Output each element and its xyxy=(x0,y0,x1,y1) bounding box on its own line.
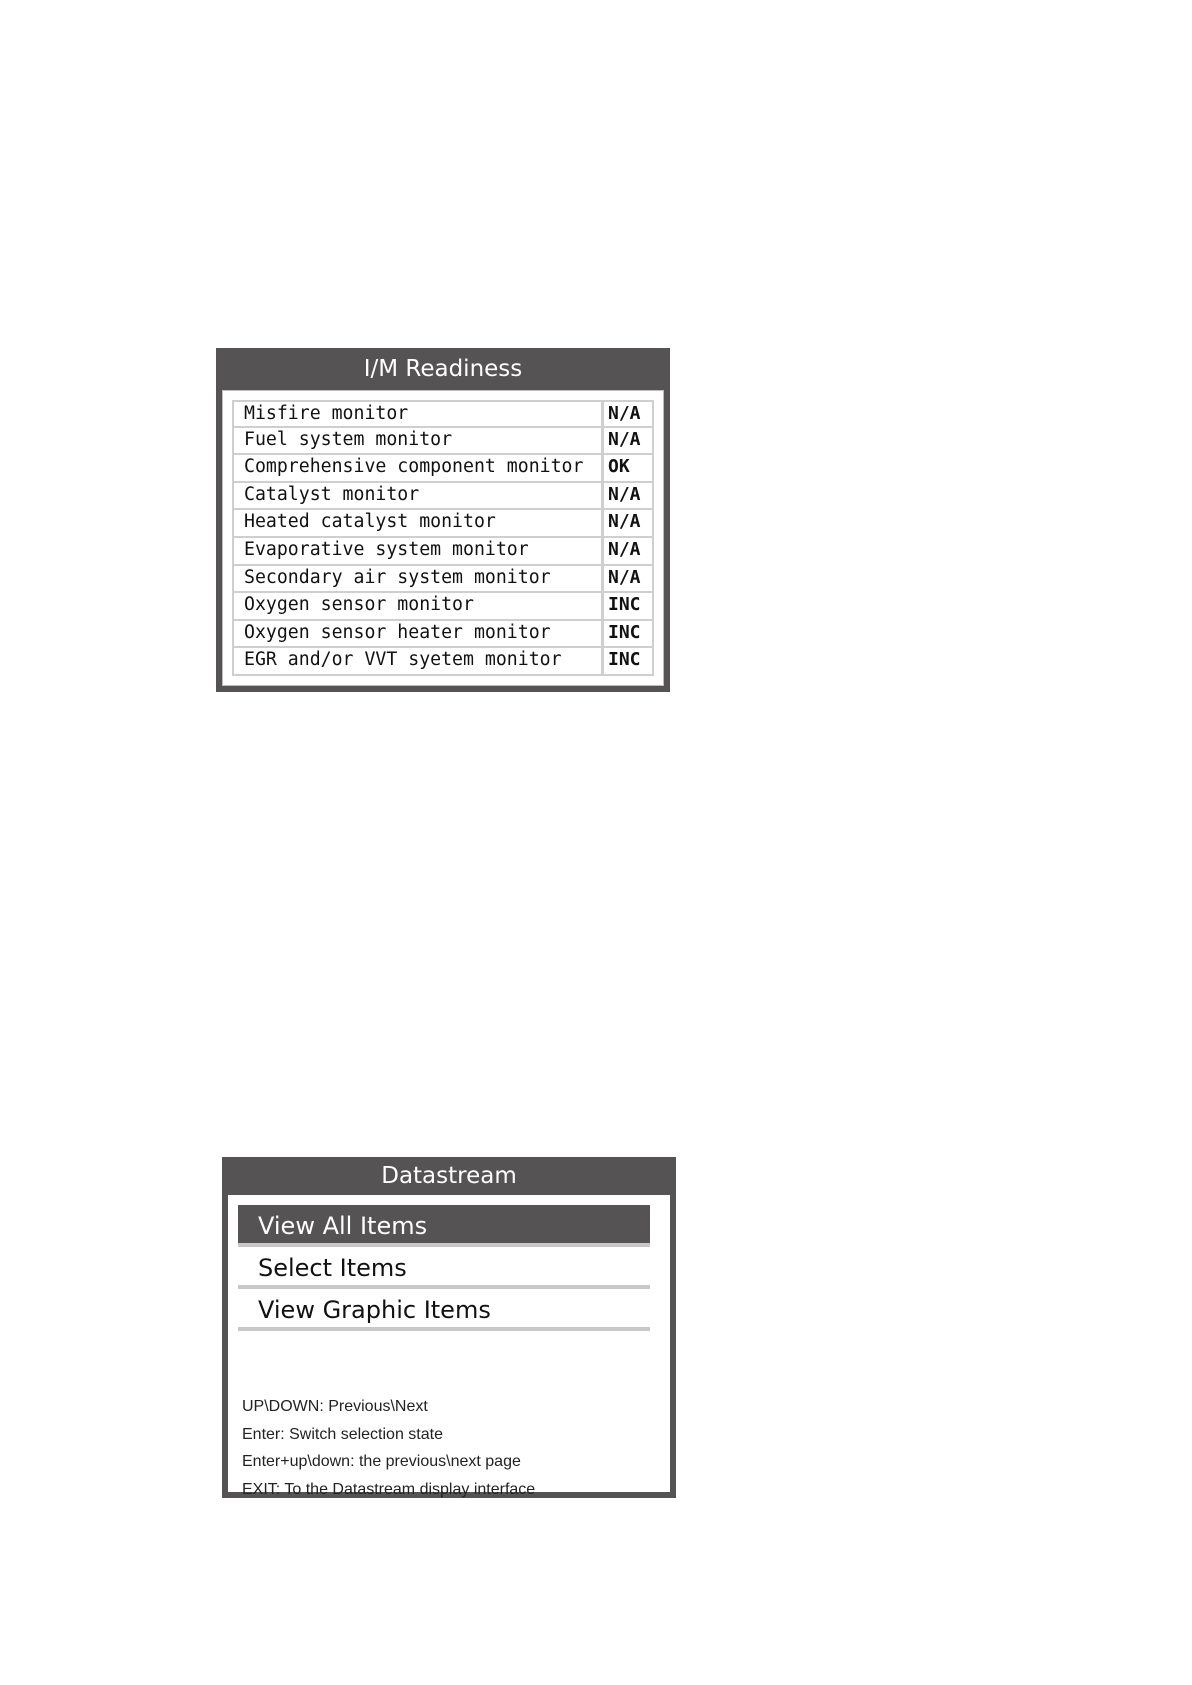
table-row xyxy=(232,566,654,594)
table-row xyxy=(232,455,654,483)
monitor-name: Oxygen sensor monitor xyxy=(232,593,604,621)
im-readiness-table xyxy=(232,400,654,676)
monitor-status: INC xyxy=(604,593,654,621)
table-row xyxy=(232,400,654,428)
table-row xyxy=(232,593,654,621)
help-line: Enter+up\down: the previous\next page xyxy=(242,1453,521,1470)
table-row xyxy=(232,621,654,649)
monitor-name: Evaporative system monitor xyxy=(232,538,604,566)
table-row xyxy=(232,648,654,676)
monitor-status: N/A xyxy=(604,538,654,566)
monitor-status: N/A xyxy=(604,566,654,594)
menu-item-view-all-items[interactable]: View All Items xyxy=(238,1205,650,1247)
help-line: UP\DOWN: Previous\Next xyxy=(242,1398,428,1415)
monitor-name: Misfire monitor xyxy=(232,400,604,428)
monitor-status: N/A xyxy=(604,400,654,428)
im-readiness-screen xyxy=(216,348,670,692)
monitor-status: N/A xyxy=(604,428,654,456)
help-line: Enter: Switch selection state xyxy=(242,1425,443,1443)
datastream-help-text xyxy=(242,1393,662,1503)
menu-item-view-graphic-items[interactable]: View Graphic Items xyxy=(238,1289,650,1331)
table-row xyxy=(232,538,654,566)
monitor-name: Comprehensive component monitor xyxy=(232,455,604,483)
monitor-name: Fuel system monitor xyxy=(232,428,604,456)
im-readiness-title: I/M Readiness xyxy=(363,356,523,382)
datastream-title: Datastream xyxy=(381,1163,517,1189)
monitor-name: Secondary air system monitor xyxy=(232,566,604,594)
help-line: EXIT: To the Datastream display interface xyxy=(242,1480,536,1498)
monitor-name: Heated catalyst monitor xyxy=(232,510,604,538)
menu-item-select-items[interactable]: Select Items xyxy=(238,1247,650,1289)
monitor-status: OK xyxy=(604,455,654,483)
im-readiness-body xyxy=(222,390,664,686)
monitor-name: Catalyst monitor xyxy=(232,483,604,511)
datastream-menu xyxy=(238,1205,650,1331)
table-row xyxy=(232,428,654,456)
datastream-body xyxy=(228,1195,670,1498)
table-row xyxy=(232,510,654,538)
monitor-status: INC xyxy=(604,648,654,676)
datastream-screen xyxy=(222,1157,676,1498)
monitor-name: EGR and/or VVT syetem monitor xyxy=(232,648,604,676)
monitor-status: N/A xyxy=(604,510,654,538)
monitor-name: Oxygen sensor heater monitor xyxy=(232,621,604,649)
monitor-status: INC xyxy=(604,621,654,649)
table-row xyxy=(232,483,654,511)
monitor-status: N/A xyxy=(604,483,654,511)
